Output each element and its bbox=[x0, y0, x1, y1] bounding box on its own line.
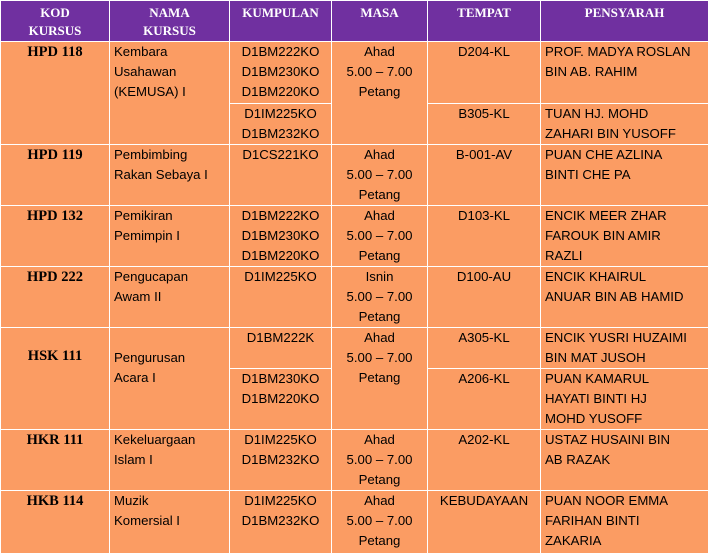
table-row bbox=[1, 430, 708, 491]
pensyarah-cell: ENCIK KHAIRUL ANUAR BIN AB HAMID bbox=[541, 267, 708, 328]
header-tempat: TEMPAT bbox=[428, 1, 541, 42]
pensyarah-cell: PUAN KAMARUL HAYATI BINTI HJ MOHD YUSOFF bbox=[541, 369, 708, 430]
header-pensyarah: PENSYARAH bbox=[541, 1, 708, 42]
pensyarah-cell: TUAN HJ. MOHD ZAHARI BIN YUSOFF bbox=[541, 104, 708, 145]
pensyarah-cell: USTAZ HUSAINI BIN AB RAZAK bbox=[541, 430, 708, 491]
table-row bbox=[1, 491, 708, 554]
header-row bbox=[1, 1, 708, 42]
pensyarah-cell: ENCIK YUSRI HUZAIMI BIN MAT JUSOH bbox=[541, 328, 708, 369]
tempat-cell: B305-KL bbox=[428, 104, 541, 145]
nama-kursus-cell: Kembara Usahawan (KEMUSA) I bbox=[110, 42, 230, 145]
pensyarah-cell: PROF. MADYA ROSLAN BIN AB. RAHIM bbox=[541, 42, 708, 104]
tempat-cell: B-001-AV bbox=[428, 145, 541, 206]
kod-kursus-cell: HKB 114 bbox=[1, 491, 110, 554]
kod-kursus-cell: HPD 132 bbox=[1, 206, 110, 267]
tempat-cell: D103-KL bbox=[428, 206, 541, 267]
kumpulan-cell: D1BM222K bbox=[230, 328, 332, 369]
kumpulan-cell: D1IM225KO D1BM232KO bbox=[230, 104, 332, 145]
kumpulan-cell: D1CS221KO bbox=[230, 145, 332, 206]
tempat-cell: A305-KL bbox=[428, 328, 541, 369]
kod-kursus-cell: HSK 111 bbox=[1, 328, 110, 430]
masa-cell: Ahad 5.00 – 7.00 Petang bbox=[332, 145, 428, 206]
masa-cell: Ahad 5.00 – 7.00 Petang bbox=[332, 328, 428, 430]
table-row bbox=[1, 145, 708, 206]
header-kod-kursus: KOD KURSUS bbox=[1, 1, 110, 42]
tempat-cell: KEBUDAYAAN bbox=[428, 491, 541, 554]
kod-kursus-cell: HPD 118 bbox=[1, 42, 110, 145]
header-masa: MASA bbox=[332, 1, 428, 42]
kumpulan-cell: D1BM222KO D1BM230KO D1BM220KO bbox=[230, 42, 332, 104]
kumpulan-cell: D1BM230KO D1BM220KO bbox=[230, 369, 332, 430]
header-kumpulan: KUMPULAN bbox=[230, 1, 332, 42]
tempat-cell: D100-AU bbox=[428, 267, 541, 328]
tempat-cell: A206-KL bbox=[428, 369, 541, 430]
masa-cell: Isnin 5.00 – 7.00 Petang bbox=[332, 267, 428, 328]
nama-kursus-cell: Pengucapan Awam II bbox=[110, 267, 230, 328]
kumpulan-cell: D1IM225KO D1BM232KO bbox=[230, 430, 332, 491]
kumpulan-cell: D1IM225KO D1BM232KO bbox=[230, 491, 332, 554]
masa-cell: Ahad 5.00 – 7.00 Petang bbox=[332, 206, 428, 267]
tempat-cell: D204-KL bbox=[428, 42, 541, 104]
tempat-cell: A202-KL bbox=[428, 430, 541, 491]
header-nama-kursus: NAMA KURSUS bbox=[110, 1, 230, 42]
kod-kursus-cell: HKR 111 bbox=[1, 430, 110, 491]
kod-kursus-cell: HPD 222 bbox=[1, 267, 110, 328]
nama-kursus-cell: Pemikiran Pemimpin I bbox=[110, 206, 230, 267]
masa-cell: Ahad 5.00 – 7.00 Petang bbox=[332, 42, 428, 145]
pensyarah-cell: ENCIK MEER ZHAR FAROUK BIN AMIR RAZLI bbox=[541, 206, 708, 267]
kumpulan-cell: D1BM222KO D1BM230KO D1BM220KO bbox=[230, 206, 332, 267]
kod-kursus-cell: HPD 119 bbox=[1, 145, 110, 206]
table-row bbox=[1, 267, 708, 328]
table-row bbox=[1, 42, 708, 104]
nama-kursus-cell: Muzik Komersial I bbox=[110, 491, 230, 554]
kumpulan-cell: D1IM225KO bbox=[230, 267, 332, 328]
masa-cell: Ahad 5.00 – 7.00 Petang bbox=[332, 430, 428, 491]
table-row bbox=[1, 328, 708, 369]
nama-kursus-cell: Pengurusan Acara I bbox=[110, 328, 230, 430]
pensyarah-cell: PUAN CHE AZLINA BINTI CHE PA bbox=[541, 145, 708, 206]
pensyarah-cell: PUAN NOOR EMMA FARIHAN BINTI ZAKARIA bbox=[541, 491, 708, 554]
nama-kursus-cell: Pembimbing Rakan Sebaya I bbox=[110, 145, 230, 206]
nama-kursus-cell: Kekeluargaan Islam I bbox=[110, 430, 230, 491]
masa-cell: Ahad 5.00 – 7.00 Petang bbox=[332, 491, 428, 554]
table-row bbox=[1, 206, 708, 267]
